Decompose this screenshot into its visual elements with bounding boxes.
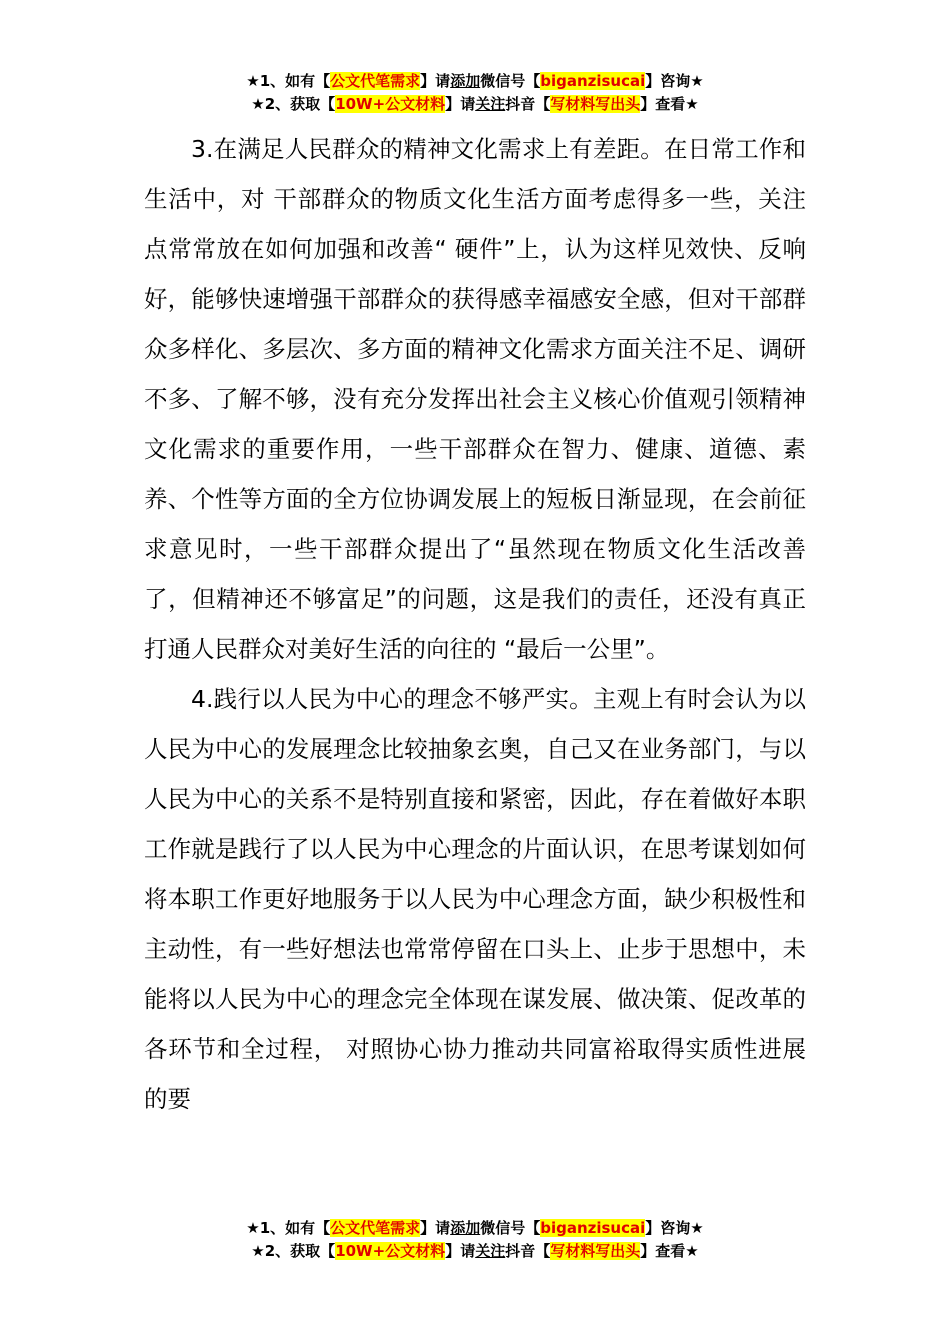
banner-text: 】请 [420,72,451,90]
banner-highlight: biganzisucai [540,72,646,90]
banner-line-1 [0,70,950,93]
footer-banner [0,1217,950,1263]
banner-underline: 添加 [450,72,481,90]
banner-highlight: 公文代笔需求 [330,72,421,90]
paragraph-3: 3.在满足人民群众的精神文化需求上有差距。在日常工作和生活中，对 干部群众的物质文化生活方面考虑得多一些，关注点常常放在如何加强和改善“ 硬件”上，认为这样见效快、反响好，能够快速增强干部群众的获得感幸福感安全感，但对干部群众多样化、多层次、多方面的精神文化需求方面关注不足、调研不多、了解不够，没有充分发挥出社会主义核心价值观引领精神文化需求的重要作用，一些干部群众在智力、健康、道德、素养、个性等方面的全方位协调发展上的短板日渐显现，在会前征求意见时，一些干部群众提出了“虽然现在物质文化生活改善了，但精神还不够富足”的问题，这是我们的责任，还没有真正打通人民群众对美好生活的向往的 “最后一公里”。 [144,135,806,663]
banner-text: 】请 [420,1219,451,1237]
banner-underline: 添加 [450,1219,481,1237]
banner-highlight: 公文代笔需求 [330,1219,421,1237]
banner-text: 】咨询★ [645,72,704,90]
document-body [144,124,806,1124]
banner-text: ★2、获取【 [251,95,336,113]
banner-text: ★1、如有【 [246,72,331,90]
banner-highlight: 写材料写出头 [550,95,641,113]
banner-text: 】请 [445,95,476,113]
banner-text: ★2、获取【 [251,1242,336,1260]
banner-highlight: 10W+公文材料 [335,95,446,113]
banner-highlight: 写材料写出头 [550,1242,641,1260]
banner-text: 】咨询★ [645,1219,704,1237]
banner-line-1 [0,1217,950,1240]
banner-line-2 [0,93,950,116]
banner-line-2 [0,1240,950,1263]
banner-text: ★1、如有【 [246,1219,331,1237]
banner-underline: 关注 [475,1242,506,1260]
banner-text: 微信号【 [480,72,541,90]
header-banner [0,70,950,116]
paragraph-4: 4.践行以人民为中心的理念不够严实。主观上有时会认为以人民为中心的发展理念比较抽象玄奥，自己又在业务部门，与以人民为中心的关系不是特别直接和紧密，因此，存在着做好本职工作就是践行了以人民为中心理念的片面认识，在思考谋划如何将本职工作更好地服务于以人民为中心理念方面，缺少积极性和主动性，有一些好想法也常常停留在口头上、止步于思想中，未能将以人民为中心的理念完全体现在谋发展、做决策、促改革的各环节和全过程， 对照协心协力推动共同富裕取得实质性进展的要 [144,685,806,1113]
banner-text: 抖音【 [505,1242,551,1260]
banner-text: 抖音【 [505,95,551,113]
banner-highlight: biganzisucai [540,1219,646,1237]
banner-underline: 关注 [475,95,506,113]
banner-text: 】查看★ [640,95,699,113]
banner-text: 】查看★ [640,1242,699,1260]
banner-text: 】请 [445,1242,476,1260]
banner-text: 微信号【 [480,1219,541,1237]
banner-highlight: 10W+公文材料 [335,1242,446,1260]
